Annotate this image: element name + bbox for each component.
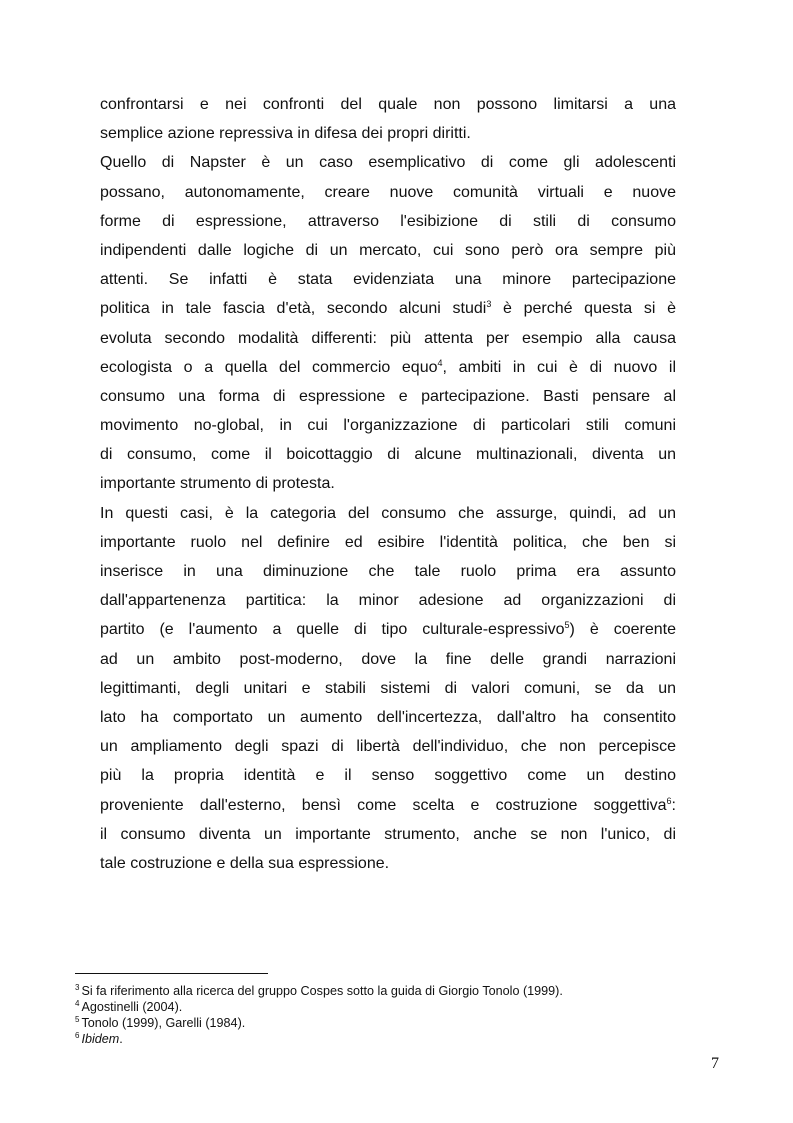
- footnote-number: 4: [75, 999, 80, 1008]
- body-line: movimento no-global, in cui l'organizzazione di particolari stili comuni: [100, 417, 676, 435]
- text-run: ) è coerente: [569, 621, 676, 639]
- footnote: [75, 999, 715, 1015]
- body-line: forme di espressione, attraverso l'esibizione di stili di consumo: [100, 212, 676, 230]
- body-line: indipendenti dalle logiche di un mercato, cui sono però ora sempre più: [100, 241, 676, 259]
- footnote-number: 6: [75, 1031, 80, 1040]
- body-line: [100, 353, 676, 382]
- body-line: attenti. Se infatti è stata evidenziata una minore partecipazione: [100, 271, 676, 289]
- footnote-number: 5: [75, 1015, 80, 1024]
- footnote-suffix: .: [119, 1032, 123, 1046]
- footnote-ref: 5: [564, 620, 570, 631]
- footnote-text: Si fa riferimento alla ricerca del gruppo Cospes sotto la guida di Giorgio Tonolo (1999).: [81, 984, 563, 998]
- body-line: inserisce in una diminuzione che tale ruolo prima era assunto: [100, 563, 676, 580]
- footnote: [75, 983, 715, 999]
- body-line: importante strumento di protesta.: [100, 475, 335, 493]
- body-line: legittimanti, degli unitari e stabili sistemi di valori comuni, se da un: [100, 679, 676, 697]
- text-run: proveniente dall'esterno, bensì come scelta e costruzione soggettiva: [100, 796, 667, 814]
- body-line: un ampliamento degli spazi di libertà dell'individuo, che non percepisce: [100, 738, 676, 756]
- body-line: Quello di Napster è un caso esemplicativo di come gli adolescenti: [100, 154, 676, 172]
- footnote-text: Agostinelli (2004).: [81, 1000, 183, 1014]
- body-line: evoluta secondo modalità differenti: più attenta per esempio alla causa: [100, 329, 676, 347]
- text-run: :: [671, 796, 676, 814]
- body-line: [100, 294, 676, 323]
- footnote-text: Ibidem: [81, 1032, 120, 1046]
- body-text: [100, 90, 676, 878]
- body-line: [100, 615, 676, 644]
- body-line: importante ruolo nel definire ed esibire l'identità politica, che ben si: [100, 533, 676, 551]
- body-line: dall'appartenenza partitica: la minor adesione ad organizzazioni di: [100, 592, 676, 610]
- body-line: il consumo diventa un importante strumento, anche se non l'unico, di: [100, 825, 676, 843]
- footnotes: [75, 983, 715, 1047]
- text-run: è perché questa si è: [491, 300, 677, 318]
- body-line: consumo una forma di espressione e partecipazione. Basti pensare al: [100, 387, 676, 405]
- body-line: semplice azione repressiva in difesa dei propri diritti.: [100, 125, 471, 143]
- body-line: di consumo, come il boicottaggio di alcune multinazionali, diventa un: [100, 446, 676, 464]
- footnote-text: Tonolo (1999), Garelli (1984).: [81, 1016, 246, 1030]
- body-line: possano, autonomamente, creare nuove comunità virtuali e nuove: [100, 183, 676, 201]
- page-number: 7: [711, 1055, 719, 1072]
- footnote: [75, 1031, 715, 1047]
- body-line: ad un ambito post-moderno, dove la fine delle grandi narrazioni: [100, 650, 676, 668]
- footnote-ref: 3: [486, 299, 492, 310]
- footnote-separator: [75, 973, 268, 974]
- footnote-ref: 4: [437, 357, 443, 368]
- body-line: [100, 791, 676, 820]
- footnote-number: 3: [75, 983, 80, 992]
- body-line: lato ha comportato un aumento dell'incertezza, dall'altro ha consentito: [100, 708, 676, 726]
- body-line: tale costruzione e della sua espressione.: [100, 854, 390, 872]
- body-line: In questi casi, è la categoria del consumo che assurge, quindi, ad un: [100, 504, 676, 522]
- text-run: ecologista o a quella del commercio equo: [100, 358, 438, 376]
- body-line: più la propria identità e il senso soggettivo come un destino: [100, 767, 676, 785]
- footnote: [75, 1015, 715, 1031]
- footnote-ref: 6: [666, 795, 672, 806]
- body-line: confrontarsi e nei confronti del quale non possono limitarsi a una: [100, 96, 676, 113]
- text-run: , ambiti in cui è di nuovo il: [442, 358, 676, 376]
- text-run: partito (e l'aumento a quelle di tipo culturale-espressivo: [100, 621, 565, 639]
- text-run: politica in tale fascia d'età, secondo alcuni studi: [100, 300, 487, 318]
